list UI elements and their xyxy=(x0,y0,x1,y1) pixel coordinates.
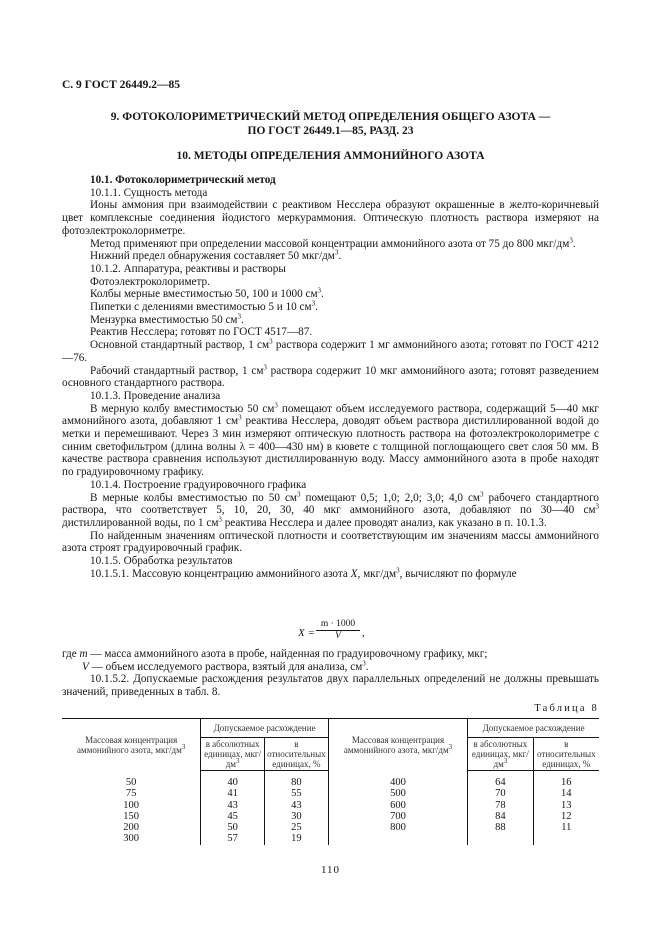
table-cell: 800 xyxy=(328,822,467,833)
table-cell: 88 xyxy=(468,822,533,833)
table-cell-empty xyxy=(533,833,599,844)
table-8 xyxy=(62,718,599,845)
analysis-procedure-paragraph: В мерную колбу вместимостью 50 $см^3$ помещают объем исследуемого раствора, содержащий 5—40 мкг аммонийного азота, добавляют 1 $см^3$ реактива Несслера, доводят объем раствора дистиллированной водой до метки и перемешивают. Через 3 мин измеряют оптическую плотность раствора на фотоэлектроколориметре с синим светофильтром (длина волны λ = 400—430 нм) в кювете с толщиной поглощающего свет слоя 50 мм. В качестве раствора сравнения используют дистиллированную воду. Массу аммонийного азота в пробе находят по градуировочному графику. xyxy=(62,400,599,479)
formula-lhs: X = xyxy=(298,627,315,639)
page-header: С. 9 ГОСТ 26449.2—85 xyxy=(62,79,181,91)
table-cell: 41 xyxy=(201,788,265,799)
table-cell: 12 xyxy=(533,811,599,822)
section-9-heading-line2: ПО ГОСТ 26449.1—85, РАЗД. 23 xyxy=(247,125,414,137)
col-header-abs-left: в абсолютных единицах, мкг/$дм^3$ xyxy=(201,738,265,771)
table-cell: 40 xyxy=(201,771,265,789)
table-cell: 500 xyxy=(328,788,467,799)
table-cell-empty xyxy=(468,833,533,844)
subsection-10-1-1-title: 10.1.1. Сущность метода xyxy=(90,186,208,199)
method-principle-paragraph: Ионы аммония при взаимодействии с реактивом Несслера образуют окрашенные в желто-коричневый цвет комплексные соединения йодистого меркураммония. Оптическую плотность раствора измеряют на фотоэлектроколориметре. xyxy=(62,199,599,237)
formula-denominator: V xyxy=(335,631,341,641)
table-cell: 100 xyxy=(123,799,140,811)
subsection-10-1-3-title: 10.1.3. Проведение анализа xyxy=(90,389,221,402)
table-cell: 55 xyxy=(264,788,328,799)
table-row xyxy=(62,788,599,799)
section-9-heading xyxy=(62,110,599,138)
section-10-heading: 10. МЕТОДЫ ОПРЕДЕЛЕНИЯ АММОНИЙНОГО АЗОТА xyxy=(176,150,485,162)
table-cell: 80 xyxy=(264,771,328,789)
equipment-item-pipettes: Пипетки с делениями вместимостью 5 и 10 $см^3$. xyxy=(90,299,318,314)
formula-tail: , xyxy=(362,627,365,639)
calibration-paragraph: В мерные колбы вместимостью по 50 $см^3$ помещают 0,5; 1,0; 2,0; 3,0; 4,0 $см^3$ рабочего стандартного раствора, что соответствует 5, 10, 20, 30, 40 мкг аммонийного азота, добавляют по 30—40 $см^3$ дистиллированной воды, по 1 $см^3$ реактива Несслера и далее проводят анализ, как указано в п. 10.1.3. xyxy=(62,489,599,529)
table-cell: 400 xyxy=(328,771,467,789)
table-caption: Таблица 8 xyxy=(534,703,599,714)
method-range-paragraph: Метод применяют при определении массовой концентрации аммонийного азота от 75 до 800 мкг/$дм^3$. xyxy=(90,235,576,250)
table-cell: 75 xyxy=(125,788,137,800)
table-cell: 30 xyxy=(264,811,328,822)
formula-fraction xyxy=(316,619,360,642)
subsection-10-1-title: 10.1. Фотоколориметрический метод xyxy=(90,174,276,186)
table-row xyxy=(62,771,599,789)
formula-numerator: m · 1000 xyxy=(320,619,356,629)
subsection-10-1-2-title: 10.1.2. Аппаратура, реактивы и растворы xyxy=(90,262,286,275)
table-cell: 200 xyxy=(123,822,140,834)
table-cell: 16 xyxy=(533,771,599,789)
equipment-item-flasks: Колбы мерные вместимостью 50, 100 и 1000 $см^3$. xyxy=(90,286,324,301)
table-row xyxy=(62,833,599,844)
table-cell: 700 xyxy=(328,811,467,822)
subsection-10-1-5-title: 10.1.5. Обработка результатов xyxy=(90,555,233,568)
formula-legend xyxy=(62,648,599,699)
col-header-rel-right: в относительных единицах, % xyxy=(533,738,599,771)
table-cell: 300 xyxy=(123,833,140,845)
table-cell: 600 xyxy=(328,800,467,811)
calibration-graph-paragraph: По найденным значениям оптической плотности и соответствующим им значениям массы аммонийного азота строят градуировочный график. xyxy=(62,529,599,555)
col-header-group-right: Допускаемое расхождение xyxy=(468,719,599,738)
body-text xyxy=(62,174,599,581)
table-cell-empty xyxy=(328,833,467,844)
col-header-abs-right: в абсолютных единицах, мкг/$дм^3$ xyxy=(468,738,533,771)
table-cell: 43 xyxy=(201,800,265,811)
equipment-item-photocolorimeter: Фотоэлектроколориметр. xyxy=(90,275,210,288)
table-cell: 50 xyxy=(125,776,137,788)
tolerance-paragraph: 10.1.5.2. Допускаемые расхождения результатов двух параллельных определений не должны превышать значений, приведенных в табл. 8. xyxy=(62,673,599,699)
table-cell: 25 xyxy=(264,822,328,833)
formula-intro-paragraph: 10.1.5.1. Массовую концентрацию аммонийного азота X, мкг/$дм^3$, вычисляют по формуле xyxy=(90,566,517,580)
table-row xyxy=(62,811,599,822)
col-header-concentration-right: Массовая концентрация аммонийного азота, мкг/$дм^3$ xyxy=(328,719,467,771)
page-number: 110 xyxy=(320,864,341,876)
table-cell: 13 xyxy=(533,800,599,811)
table-cell: 50 xyxy=(201,822,265,833)
reagent-nessler: Реактив Несслера; готовят по ГОСТ 4517—87. xyxy=(90,326,313,339)
table-row xyxy=(62,822,599,833)
table-cell: 70 xyxy=(468,788,533,799)
detection-limit-paragraph: Нижний предел обнаружения составляет 50 мкг/$дм^3$. xyxy=(90,248,342,263)
table-cell: 45 xyxy=(201,811,265,822)
table-cell: 57 xyxy=(201,833,265,844)
table-row xyxy=(62,800,599,811)
reagent-working-standard: Рабочий стандартный раствор, 1 $см^3$ раствора содержит 10 мкг аммонийного азота; готовят разведением основного стандартного раствора. xyxy=(62,362,599,390)
col-header-concentration-left: Массовая концентрация аммонийного азота, мкг/$дм^3$ xyxy=(77,734,186,755)
legend-v: V — объем исследуемого раствора, взятый для анализа, $см^3$. xyxy=(82,658,369,673)
table-cell: 14 xyxy=(533,788,599,799)
col-header-group-left: Допускаемое расхождение xyxy=(201,719,328,738)
col-header-rel-left: в относительных единицах, % xyxy=(264,738,328,771)
section-9-heading-line1: 9. ФОТОКОЛОРИМЕТРИЧЕСКИЙ МЕТОД ОПРЕДЕЛЕНИЯ ОБЩЕГО АЗОТА — xyxy=(110,111,551,123)
equipment-item-cylinder: Мензурка вместимостью 50 $см^3$. xyxy=(90,312,244,326)
table-cell: 64 xyxy=(468,771,533,789)
table-cell: 78 xyxy=(468,800,533,811)
table-cell: 11 xyxy=(533,822,599,833)
legend-m: где m — масса аммонийного азота в пробе, найденная по градуировочному графику, мкг; xyxy=(62,648,488,660)
subsection-10-1-4-title: 10.1.4. Построение градуировочного графика xyxy=(90,478,307,491)
table-cell: 19 xyxy=(264,833,328,844)
table-cell: 150 xyxy=(123,810,140,822)
table-cell: 84 xyxy=(468,811,533,822)
reagent-main-standard: Основной стандартный раствор, 1 $см^3$ раствора содержит 1 мг аммонийного азота; готовят по ГОСТ 4212—76. xyxy=(62,337,600,364)
table-cell: 43 xyxy=(264,800,328,811)
